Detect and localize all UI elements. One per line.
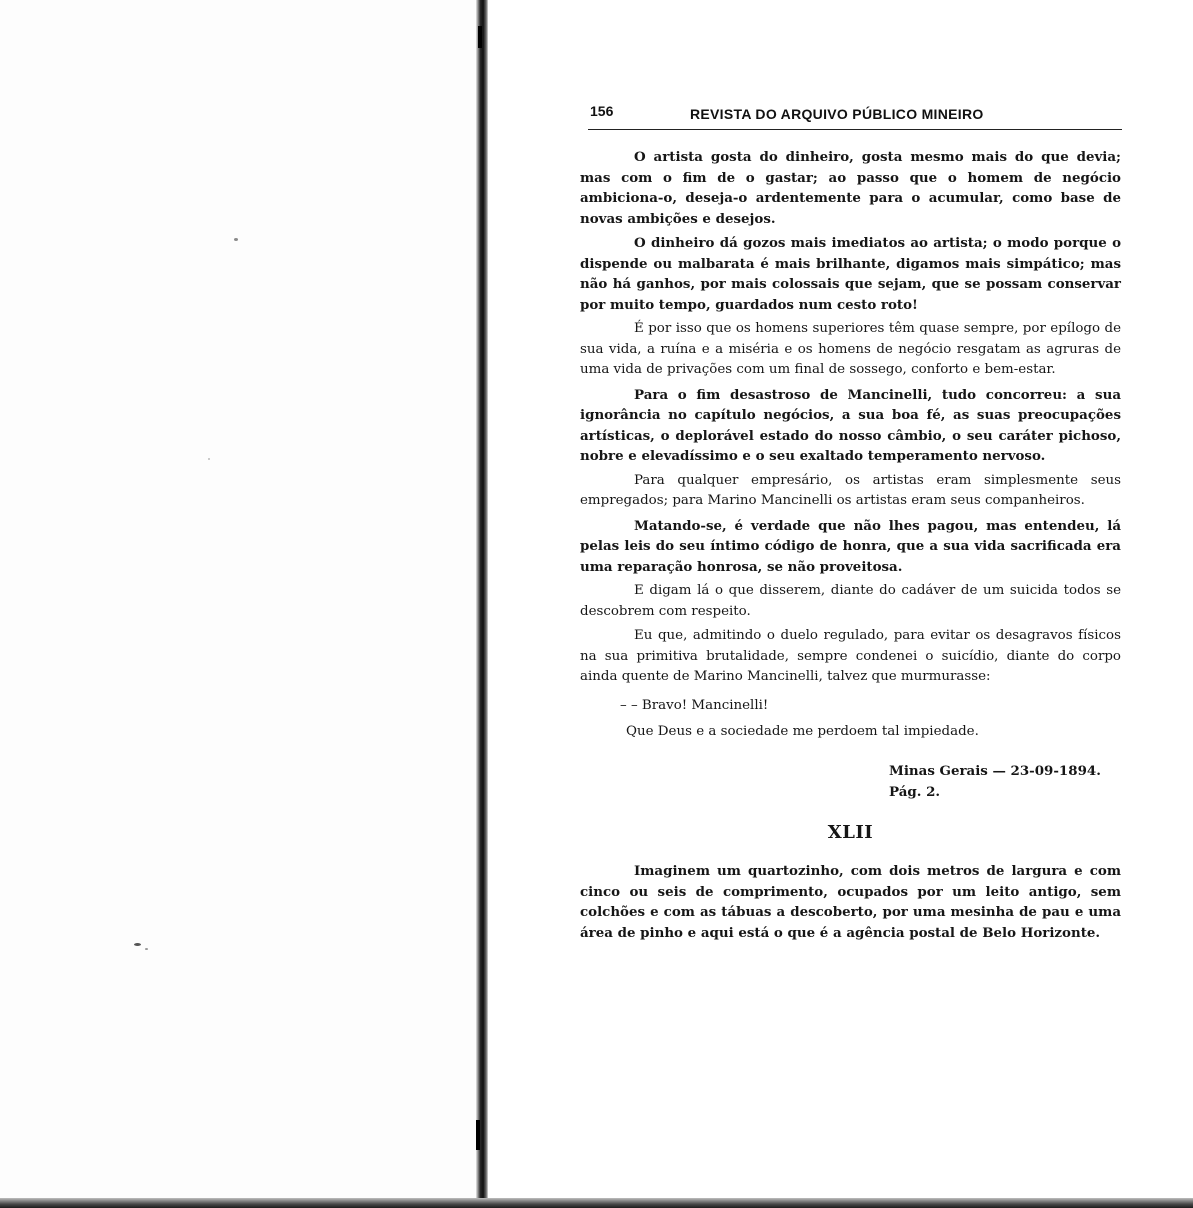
page-speck bbox=[134, 943, 141, 946]
chapter-heading: XLII bbox=[827, 821, 874, 843]
apology-line: Que Deus e a sociedade me perdoem tal impiedade. bbox=[626, 724, 979, 739]
paragraph: Para qualquer empresário, os artistas eram simplesmente seus empregados; para Marino Mancinelli os artistas eram seus companheiros. bbox=[580, 472, 1121, 508]
gutter-mark bbox=[478, 26, 482, 48]
exclamation: – – Bravo! Mancinelli! bbox=[620, 697, 769, 713]
paragraph: O dinheiro dá gozos mais imediatos ao artista; o modo porque o dispende ou malbarata é mais brilhante, digamos mais simpático; mas não há ganhos, por mais colossais que sejam, que se possam conservar por muito tempo, guardados num cesto roto! bbox=[580, 235, 1121, 313]
paragraph: Matando-se, é verdade que não lhes pagou, mas entendeu, lá pelas leis do seu íntimo código de honra, que a sua vida sacrificada era uma reparação honrosa, se não proveitosa. bbox=[580, 517, 1121, 575]
chapter-paragraph: Imaginem um quartozinho, com dois metros de largura e com cinco ou seis de comprimento, ocupados por um leito antigo, sem colchões e com as tábuas a descoberto, por uma mesinha de pau e uma área de pinho e aqui está o que é a agência postal de Belo Horizonte. bbox=[580, 863, 1121, 941]
paragraph: É por isso que os homens superiores têm quase sempre, por epílogo de sua vida, a ruína e a miséria e os homens de negócio resgatam as agruras de uma vida de privações com um final de sossego, conforto e bem-estar. bbox=[580, 321, 1121, 377]
left-page bbox=[0, 0, 476, 1208]
page-speck bbox=[208, 458, 210, 460]
source-citation bbox=[889, 761, 1121, 803]
page-speck bbox=[145, 948, 148, 950]
article-body bbox=[580, 147, 1121, 947]
book-gutter bbox=[476, 0, 488, 1208]
paragraph: Eu que, admitindo o duelo regulado, para evitar os desagravos físicos na sua primitiva brutalidade, sempre condenei o suicídio, diante do corpo ainda quente de Marino Mancinelli, talvez que murmurasse: bbox=[580, 628, 1121, 684]
paragraph: E digam lá o que disserem, diante do cadáver de um suicida todos se descobrem com respeito. bbox=[580, 583, 1121, 619]
gutter-mark bbox=[476, 1120, 480, 1150]
journal-title: REVISTA DO ARQUIVO PÚBLICO MINEIRO bbox=[690, 106, 984, 122]
paragraph: Para o fim desastroso de Mancinelli, tudo concorreu: a sua ignorância no capítulo negócios, a sua boa fé, as suas preocupações artísticas, o deplorável estado do nosso câmbio, o seu caráter pichoso, nobre e elevadíssimo e o seu exaltado temperamento nervoso. bbox=[580, 386, 1121, 464]
running-head bbox=[588, 101, 1122, 130]
page-bottom-edge bbox=[0, 1198, 1193, 1208]
page-number: 156 bbox=[590, 103, 614, 119]
citation-page: Pág. 2. bbox=[889, 783, 941, 800]
paragraph: O artista gosta do dinheiro, gosta mesmo mais do que devia; mas com o fim de o gastar; ao passo que o homem de negócio ambiciona-o, deseja-o ardentemente para o acumular, como base de novas ambições e desejos. bbox=[580, 149, 1121, 227]
page-speck bbox=[234, 238, 238, 241]
citation-source: Minas Gerais — 23-09-1894. bbox=[889, 762, 1101, 779]
